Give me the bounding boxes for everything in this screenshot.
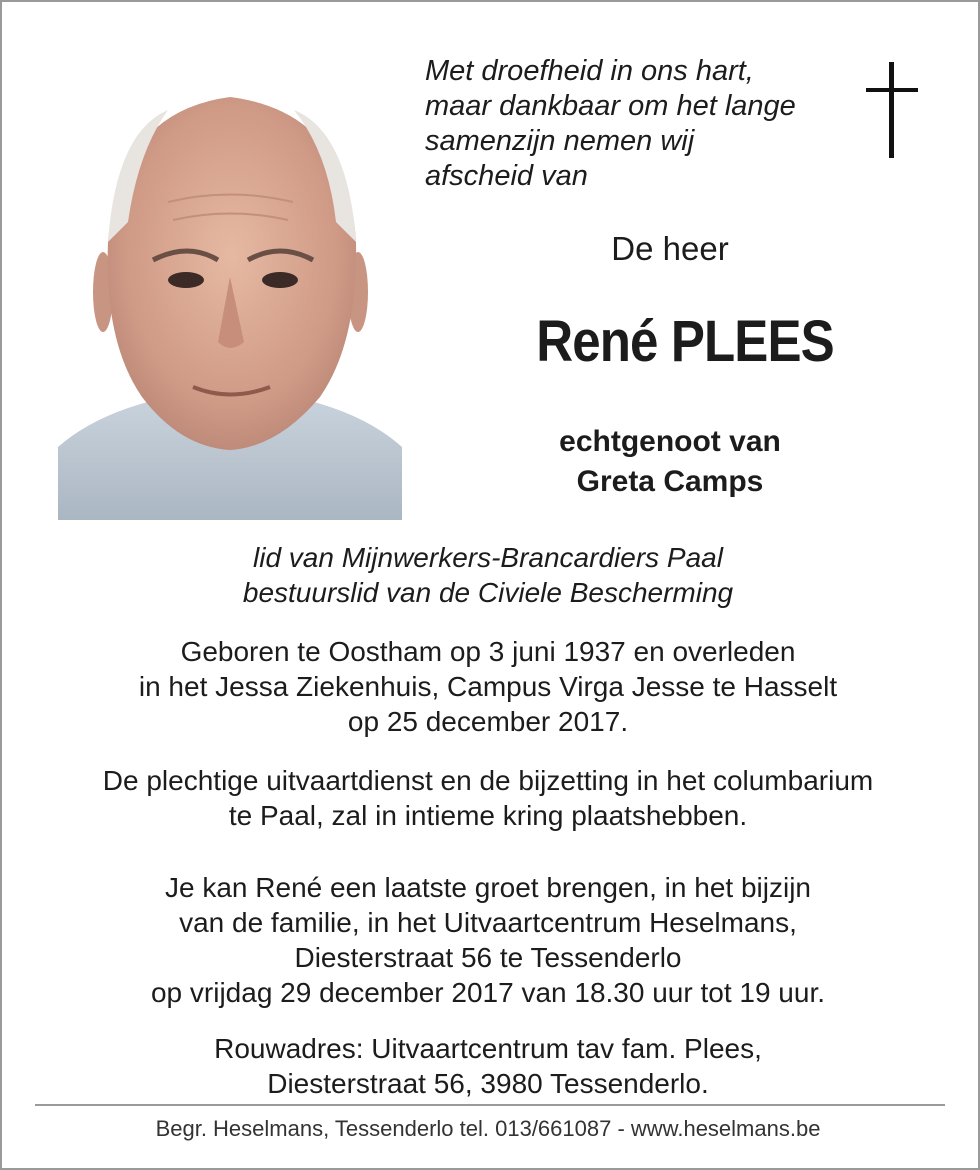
service-block <box>30 763 946 833</box>
birth-death-block <box>30 634 946 739</box>
visitation-line: Je kan René een laatste groet brengen, in het bijzijn <box>165 872 811 903</box>
visitation-line: van de familie, in het Uitvaartcentrum Heselmans, <box>179 907 797 938</box>
deceased-name: René PLEES <box>536 309 834 374</box>
visitation-line: Diesterstraat 56 te Tessenderlo <box>294 942 682 973</box>
intro-line: afscheid van <box>425 160 588 192</box>
spouse-block <box>500 422 840 502</box>
address-line: Diesterstraat 56, 3980 Tessenderlo. <box>267 1068 709 1099</box>
service-line: te Paal, zal in intieme kring plaatshebben. <box>228 800 748 831</box>
birth-death-line: in het Jessa Ziekenhuis, Campus Virga Jesse te Hasselt <box>138 671 838 702</box>
role-line: bestuurslid van de Civiele Bescherming <box>242 577 734 608</box>
service-line: De plechtige uitvaartdienst en de bijzetting in het columbarium <box>102 765 874 796</box>
role-line: lid van Mijnwerkers-Brancardiers Paal <box>253 542 723 573</box>
birth-death-line: op 25 december 2017. <box>347 706 629 737</box>
honorific-title: De heer <box>611 230 729 267</box>
intro-line: samenzijn nemen wij <box>425 125 695 157</box>
footer-divider <box>35 1104 945 1106</box>
spouse-name: Greta Camps <box>576 465 764 498</box>
cross-icon <box>862 62 922 158</box>
mourning-address-block <box>30 1031 946 1101</box>
intro-line: maar dankbaar om het lange <box>425 90 796 122</box>
roles-block <box>30 540 946 610</box>
birth-death-line: Geboren te Oostham op 3 juni 1937 en overleden <box>180 636 796 667</box>
visitation-block <box>30 870 946 1010</box>
intro-text <box>425 54 796 194</box>
relation-label: echtgenoot van <box>559 425 781 458</box>
undertaker-footer: Begr. Heselmans, Tessenderlo tel. 013/661087 - www.heselmans.be <box>155 1116 821 1141</box>
address-line: Rouwadres: Uitvaartcentrum tav fam. Plees, <box>214 1033 762 1064</box>
visitation-line: op vrijdag 29 december 2017 van 18.30 uur tot 19 uur. <box>150 977 826 1008</box>
portrait-photo <box>58 92 402 520</box>
intro-line: Met droefheid in ons hart, <box>425 55 754 87</box>
